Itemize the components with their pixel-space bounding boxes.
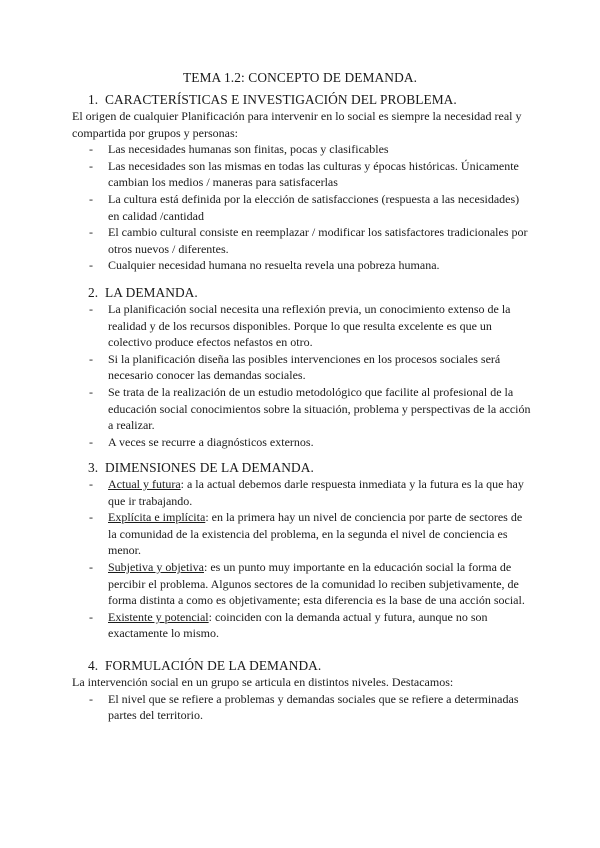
dash-bullet: - [89,434,93,449]
bullet-list [72,691,532,724]
section-number: 1. [88,92,99,107]
section-number: 2. [88,285,99,300]
page-title: TEMA 1.2: CONCEPTO DE DEMANDA. [182,70,418,85]
section-heading [72,460,532,476]
dash-bullet: - [89,142,93,157]
dimension-term: Subjetiva y objetiva [108,559,204,574]
list-item [72,224,532,257]
dash-bullet: - [89,691,93,706]
dimension-term: Existente y potencial [108,609,209,624]
list-item-text: La cultura está definida por la elección de satisfacciones (respuesta a las necesidades) en calidad /cantidad [108,191,520,223]
section-intro: La intervención social en un grupo se articula en distintos niveles. Destacamos: [72,675,454,689]
list-item [72,509,532,559]
dimension-term: Actual y futura [108,477,181,491]
list-item [72,301,532,351]
list-item-text: La planificación social necesita una reflexión previa, un conocimiento extenso de la realidad y de los recursos disponibles. Porque lo que resulta excelente es que un colectivo produce efectos nefastos en otro. [108,302,511,350]
list-item-text: : coinciden con la demanda actual y futura, aunque no son exactamente lo mismo. [108,609,488,641]
section-heading [72,658,532,674]
dash-bullet: - [89,384,93,399]
dash-bullet: - [89,191,93,206]
list-item [72,158,532,191]
section-number: 3. [88,460,99,475]
section-title: CARACTERÍSTICAS E INVESTIGACIÓN DEL PROBLEMA. [105,92,457,107]
list-item-text: : a la actual debemos darle respuesta inmediata y la futura es la que hay que ir trabajando. [108,477,524,508]
dash-bullet: - [89,225,93,240]
dash-bullet: - [89,258,93,273]
section-heading [72,285,532,301]
list-item-text: El nivel que se refiere a problemas y demandas sociales que se refiere a determinadas partes del territorio. [108,691,519,723]
list-item-text: Las necesidades humanas son finitas, pocas y clasificables [108,142,389,157]
dash-bullet: - [89,510,93,525]
dimension-term: Explícita e implícita [108,510,206,525]
list-item [72,257,532,274]
bullet-list [72,476,532,642]
section-demanda [72,285,532,450]
list-item [72,434,532,451]
list-item-text: : en la primera hay un nivel de conciencia por parte de sectores de la comunidad de la existencia del problema, en la segunda el nivel de conciencia es menor. [108,510,523,558]
list-item-text: Se trata de la realización de un estudio metodológico que facilite al profesional de la educación social conocimientos sobre la situación, problema y perspectivas de la acción a realizar. [108,384,531,433]
dash-bullet: - [89,609,93,624]
section-formulacion [72,658,532,724]
dash-bullet: - [89,302,93,316]
bullet-list [72,141,532,274]
section-title: DIMENSIONES DE LA DEMANDA. [105,460,314,475]
list-item [72,609,532,642]
list-item [72,191,532,224]
section-heading [72,92,532,108]
list-item [72,691,532,724]
section-number: 4. [88,658,99,673]
list-item-text: A veces se recurre a diagnósticos externos. [108,434,314,449]
dash-bullet: - [89,477,93,491]
list-item-text: Cualquier necesidad humana no resuelta revela una pobreza humana. [108,258,440,273]
bullet-list [72,301,532,450]
list-item-text: El cambio cultural consiste en reemplazar / modificar los satisfactores tradicionales por otros nuevos / diferentes. [108,225,528,256]
section-dimensiones [72,460,532,642]
list-item-text: Si la planificación diseña las posibles intervenciones en los procesos sociales será necesario conocer las demandas sociales. [108,351,501,383]
section-intro: El origen de cualquier Planificación para intervenir en lo social es siempre la necesidad real y compartida por grupos y personas: [72,109,522,140]
dash-bullet: - [89,559,93,574]
dash-bullet: - [89,158,93,173]
list-item [72,384,532,434]
section-title: FORMULACIÓN DE LA DEMANDA. [105,658,322,673]
list-item [72,559,532,609]
list-item-text: Las necesidades son las mismas en todas las culturas y épocas históricas. Únicamente cambian los medios / maneras para satisfacerlas [108,158,519,190]
list-item [72,476,532,509]
section-caracteristicas [72,92,532,274]
list-item [72,141,532,158]
dash-bullet: - [89,351,93,366]
section-title: LA DEMANDA. [105,285,198,300]
list-item-text: : es un punto muy importante en la educación social la forma de percibir el problema. Algunos sectores de la comunidad lo reciben subjetivamente, de forma distinta a como es objetivamente; esta diferencia es la base de una acción social. [108,559,525,608]
list-item [72,351,532,384]
